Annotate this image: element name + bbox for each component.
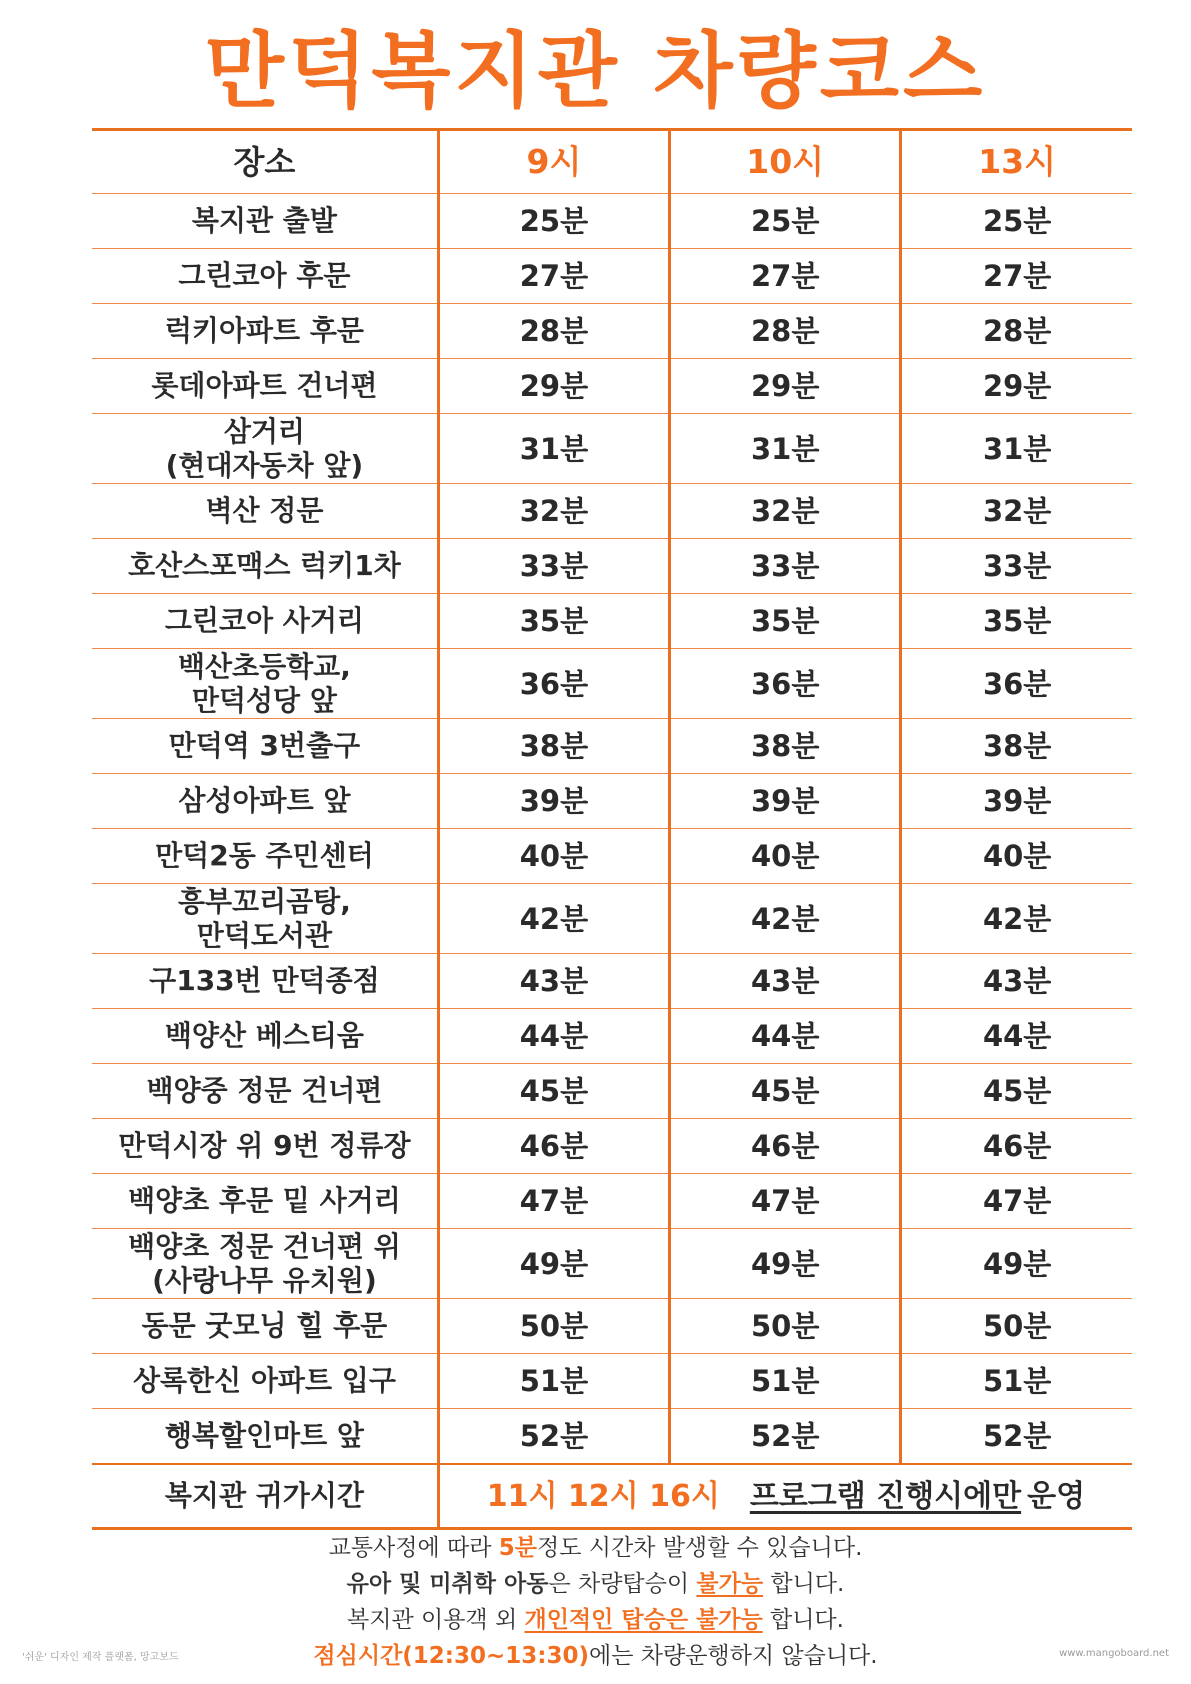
return-time-value bbox=[438, 1464, 1132, 1529]
header-hour-1: 9시 bbox=[438, 130, 669, 194]
time-cell: 28분 bbox=[901, 304, 1132, 359]
time-cell: 28분 bbox=[438, 304, 669, 359]
time-cell: 38분 bbox=[901, 719, 1132, 774]
time-cell: 44분 bbox=[670, 1009, 901, 1064]
header-hour-3: 13시 bbox=[901, 130, 1132, 194]
time-cell: 29분 bbox=[670, 359, 901, 414]
stop-name: 복지관 출발 bbox=[92, 194, 438, 249]
time-cell: 35분 bbox=[670, 594, 901, 649]
table-row bbox=[92, 1119, 1132, 1174]
table-row bbox=[92, 249, 1132, 304]
footer-url: www.mangoboard.net bbox=[1059, 1648, 1169, 1659]
return-operation-suffix: 운영 bbox=[1027, 1478, 1086, 1514]
time-cell: 32분 bbox=[901, 484, 1132, 539]
time-cell: 32분 bbox=[438, 484, 669, 539]
time-cell: 32분 bbox=[670, 484, 901, 539]
notice-text: 에는 차량운행하지 않습니다. bbox=[589, 1643, 878, 1669]
time-cell: 33분 bbox=[670, 539, 901, 594]
notice-text: 합니다. bbox=[762, 1607, 844, 1633]
time-cell: 36분 bbox=[438, 649, 669, 719]
time-cell: 39분 bbox=[438, 774, 669, 829]
time-cell: 28분 bbox=[670, 304, 901, 359]
table-row bbox=[92, 539, 1132, 594]
time-cell: 29분 bbox=[438, 359, 669, 414]
stop-name-line-1: 삼거리 bbox=[223, 414, 305, 448]
stop-name: 구133번 만덕종점 bbox=[92, 954, 438, 1009]
time-cell: 40분 bbox=[901, 829, 1132, 884]
time-cell: 47분 bbox=[438, 1174, 669, 1229]
notice-bold-text: 유아 및 미취학 아동 bbox=[346, 1571, 549, 1597]
notice-highlight: 개인적인 탑승은 불가능 bbox=[524, 1607, 763, 1633]
return-program-note: 프로그램 진행시에만 bbox=[749, 1478, 1022, 1514]
time-cell: 27분 bbox=[438, 249, 669, 304]
time-cell: 49분 bbox=[438, 1229, 669, 1299]
time-cell: 46분 bbox=[901, 1119, 1132, 1174]
table-row bbox=[92, 1064, 1132, 1119]
table-row bbox=[92, 194, 1132, 249]
table-row bbox=[92, 1354, 1132, 1409]
time-cell: 51분 bbox=[670, 1354, 901, 1409]
stop-name: 만덕역 3번출구 bbox=[92, 719, 438, 774]
time-cell: 47분 bbox=[901, 1174, 1132, 1229]
notice-highlight: 불가능 bbox=[696, 1571, 764, 1597]
stop-name-line-2: 만덕도서관 bbox=[196, 918, 333, 952]
time-cell: 45분 bbox=[438, 1064, 669, 1119]
stop-name: 동문 굿모닝 힐 후문 bbox=[92, 1299, 438, 1354]
stop-name bbox=[92, 1229, 438, 1299]
return-time-label: 복지관 귀가시간 bbox=[92, 1464, 438, 1529]
time-cell: 44분 bbox=[438, 1009, 669, 1064]
stop-name: 그린코아 사거리 bbox=[92, 594, 438, 649]
stop-name: 행복할인마트 앞 bbox=[92, 1409, 438, 1465]
table-row bbox=[92, 1229, 1132, 1299]
table-row bbox=[92, 1409, 1132, 1465]
notice-child-boarding bbox=[0, 1566, 1191, 1602]
time-cell: 44분 bbox=[901, 1009, 1132, 1064]
time-cell: 39분 bbox=[670, 774, 901, 829]
stop-name: 호산스포맥스 럭키1차 bbox=[92, 539, 438, 594]
time-cell: 42분 bbox=[901, 884, 1132, 954]
notice-highlight: 점심시간(12:30~13:30) bbox=[313, 1643, 590, 1669]
table-row bbox=[92, 884, 1132, 954]
return-time-row bbox=[92, 1464, 1132, 1529]
notice-text: 교통사정에 따라 bbox=[328, 1535, 499, 1561]
notice-text: 복지관 이용객 외 bbox=[347, 1607, 525, 1633]
stop-name bbox=[92, 649, 438, 719]
stop-name: 백양중 정문 건너편 bbox=[92, 1064, 438, 1119]
time-cell: 27분 bbox=[901, 249, 1132, 304]
stop-name: 만덕2동 주민센터 bbox=[92, 829, 438, 884]
time-cell: 42분 bbox=[670, 884, 901, 954]
stop-name: 삼성아파트 앞 bbox=[92, 774, 438, 829]
time-cell: 33분 bbox=[901, 539, 1132, 594]
table-row bbox=[92, 1299, 1132, 1354]
page-title: 만덕복지관 차량코스 bbox=[204, 24, 987, 119]
stop-name: 만덕시장 위 9번 정류장 bbox=[92, 1119, 438, 1174]
stop-name-line-1: 흥부꼬리곰탕, bbox=[177, 884, 351, 918]
notice-personal-boarding bbox=[0, 1602, 1191, 1638]
notice-text: 합니다. bbox=[763, 1571, 845, 1597]
table-row bbox=[92, 829, 1132, 884]
table-row bbox=[92, 954, 1132, 1009]
table-row bbox=[92, 719, 1132, 774]
time-cell: 50분 bbox=[670, 1299, 901, 1354]
stop-name bbox=[92, 414, 438, 484]
stop-name: 상록한신 아파트 입구 bbox=[92, 1354, 438, 1409]
time-cell: 35분 bbox=[438, 594, 669, 649]
time-cell: 36분 bbox=[901, 649, 1132, 719]
stop-name: 백양산 베스티움 bbox=[92, 1009, 438, 1064]
table-row bbox=[92, 1009, 1132, 1064]
stop-name: 그린코아 후문 bbox=[92, 249, 438, 304]
table-header-row bbox=[92, 130, 1132, 194]
table-row bbox=[92, 774, 1132, 829]
time-cell: 52분 bbox=[670, 1409, 901, 1465]
schedule-table-container bbox=[92, 128, 1132, 1530]
time-cell: 31분 bbox=[438, 414, 669, 484]
stop-name: 벽산 정문 bbox=[92, 484, 438, 539]
table-row bbox=[92, 484, 1132, 539]
stop-name-line-2: 만덕성당 앞 bbox=[191, 683, 337, 717]
stop-name: 백양초 후문 밑 사거리 bbox=[92, 1174, 438, 1229]
time-cell: 40분 bbox=[670, 829, 901, 884]
time-cell: 33분 bbox=[438, 539, 669, 594]
notice-text: 은 차량탑승이 bbox=[548, 1571, 697, 1597]
time-cell: 38분 bbox=[438, 719, 669, 774]
stop-name-line-2: (사랑나무 유치원) bbox=[152, 1263, 377, 1297]
notice-highlight: 5분 bbox=[498, 1535, 537, 1561]
time-cell: 39분 bbox=[901, 774, 1132, 829]
time-cell: 51분 bbox=[438, 1354, 669, 1409]
time-cell: 35분 bbox=[901, 594, 1132, 649]
stop-name: 롯데아파트 건너편 bbox=[92, 359, 438, 414]
time-cell: 46분 bbox=[438, 1119, 669, 1174]
time-cell: 49분 bbox=[670, 1229, 901, 1299]
notice-traffic-delay bbox=[0, 1530, 1191, 1566]
stop-name-line-1: 백양초 정문 건너편 위 bbox=[128, 1229, 401, 1263]
time-cell: 25분 bbox=[438, 194, 669, 249]
time-cell: 31분 bbox=[901, 414, 1132, 484]
stop-name bbox=[92, 884, 438, 954]
time-cell: 43분 bbox=[438, 954, 669, 1009]
table-row bbox=[92, 414, 1132, 484]
time-cell: 40분 bbox=[438, 829, 669, 884]
schedule-table bbox=[92, 128, 1132, 1530]
header-hour-2: 10시 bbox=[670, 130, 901, 194]
return-times: 11시 12시 16시 bbox=[486, 1478, 720, 1514]
time-cell: 38분 bbox=[670, 719, 901, 774]
table-row bbox=[92, 1174, 1132, 1229]
time-cell: 47분 bbox=[670, 1174, 901, 1229]
time-cell: 45분 bbox=[901, 1064, 1132, 1119]
time-cell: 27분 bbox=[670, 249, 901, 304]
time-cell: 50분 bbox=[438, 1299, 669, 1354]
table-row bbox=[92, 649, 1132, 719]
notice-text: 정도 시간차 발생할 수 있습니다. bbox=[537, 1535, 863, 1561]
time-cell: 36분 bbox=[670, 649, 901, 719]
time-cell: 43분 bbox=[670, 954, 901, 1009]
time-cell: 52분 bbox=[901, 1409, 1132, 1465]
time-cell: 52분 bbox=[438, 1409, 669, 1465]
footer-credit: '쉬운' 디자인 제작 플랫폼, 망고보드 bbox=[22, 1652, 179, 1663]
time-cell: 51분 bbox=[901, 1354, 1132, 1409]
time-cell: 45분 bbox=[670, 1064, 901, 1119]
time-cell: 25분 bbox=[901, 194, 1132, 249]
time-cell: 50분 bbox=[901, 1299, 1132, 1354]
header-place: 장소 bbox=[92, 130, 438, 194]
table-row bbox=[92, 594, 1132, 649]
stop-name: 럭키아파트 후문 bbox=[92, 304, 438, 359]
time-cell: 25분 bbox=[670, 194, 901, 249]
table-row bbox=[92, 359, 1132, 414]
table-row bbox=[92, 304, 1132, 359]
time-cell: 43분 bbox=[901, 954, 1132, 1009]
time-cell: 31분 bbox=[670, 414, 901, 484]
stop-name-line-2: (현대자동차 앞) bbox=[165, 448, 364, 482]
time-cell: 46분 bbox=[670, 1119, 901, 1174]
time-cell: 29분 bbox=[901, 359, 1132, 414]
time-cell: 49분 bbox=[901, 1229, 1132, 1299]
stop-name-line-1: 백산초등학교, bbox=[177, 649, 351, 683]
time-cell: 42분 bbox=[438, 884, 669, 954]
